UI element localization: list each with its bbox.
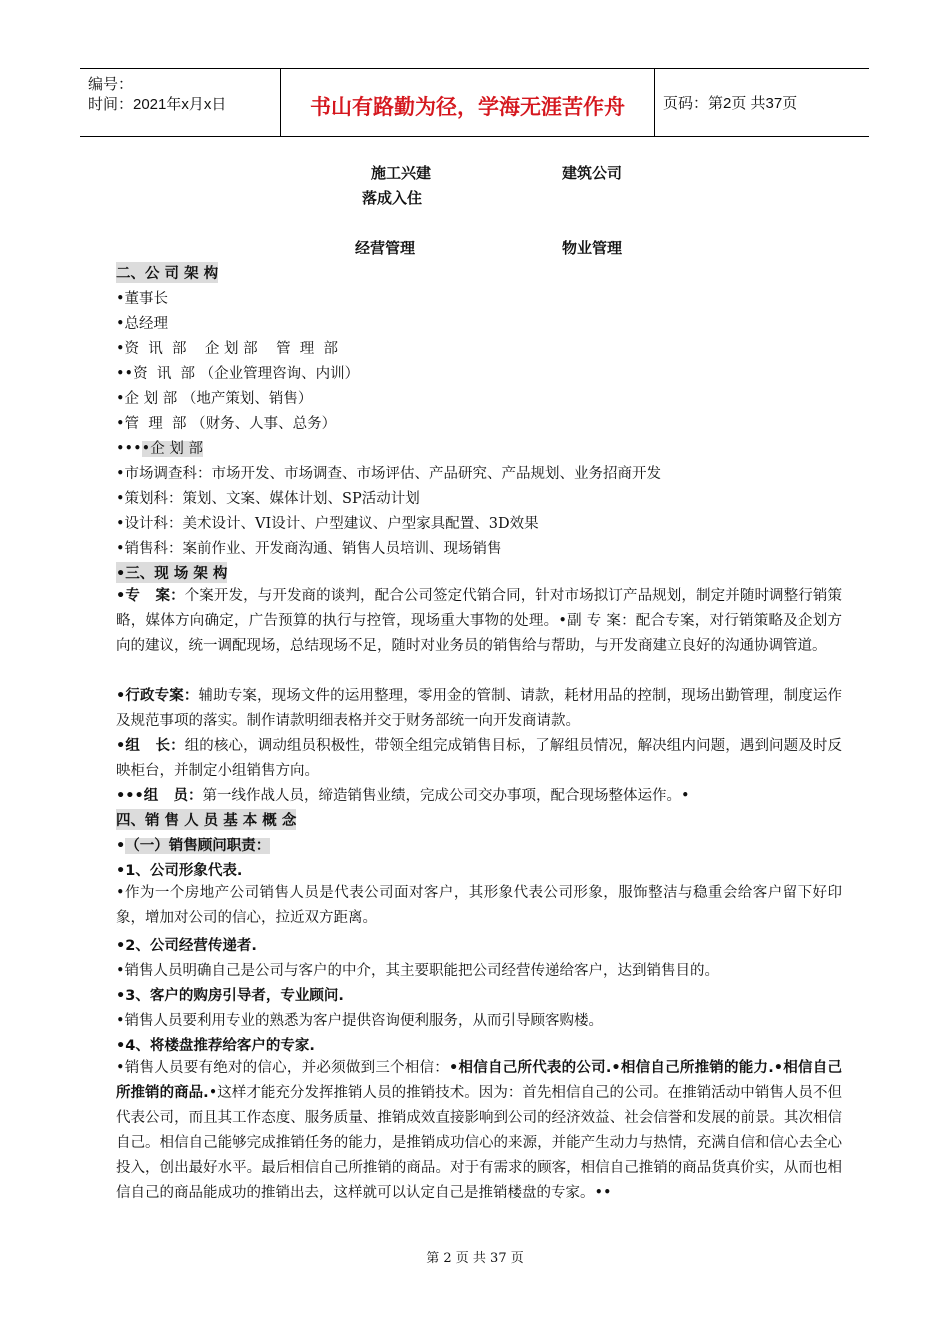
section-3-title: •三、现 场 架 构 [116, 562, 227, 583]
role-text: 个案开发，与开发商的谈判，配合公司签定代销合同，针对市场拟订产品规划，制定并随时调整行销策略，媒体方向确定，广告预算的执行与控管，现场重大事物的处理。•副 专 案：配合专案，对行销策略及企划方向的建议，统一调配现场，总结现场不足，随时对业务员的销售给与帮助，与开发商建立良好的沟通协调管道。 [116, 588, 842, 654]
item-paragraph: •销售人员明确自己是公司与客户的中介，其主要职能把公司经营传递给客户，达到销售目的。 [116, 963, 720, 979]
list-item: •管 理 部 （财务、人事、总务） [116, 416, 337, 432]
item-paragraph: •销售人员要利用专业的熟悉为客户提供咨询便利服务，从而引导顾客购楼。 [116, 1013, 604, 1029]
bullet-prefix: • [116, 838, 126, 854]
item-text: •销售人员要有绝对的信心，并必须做到三个相信： [116, 1060, 449, 1076]
item-title: •3、客户的购房引导者，专业顾问. [116, 988, 344, 1004]
paragraph-zuzhang [116, 734, 842, 784]
section-4-title: 四、销 售 人 员 基 本 概 念 [116, 809, 296, 830]
page-footer: 第 2 页 共 37 页 [426, 1251, 524, 1266]
list-item: •总经理 [116, 316, 169, 332]
list-item: ••资 讯 部 （企业管理咨询、内训） [116, 366, 360, 382]
list-item: •董事长 [116, 291, 169, 307]
subsection-title [116, 834, 270, 855]
time-label: 时间：2021年x月x日 [88, 96, 227, 113]
item-text: •这样才能充分发挥推销人员的推销技术。因为：首先相信自己的公司。在推销活动中销售人员不但代表公司，而且其工作态度、服务质量、推销成效直接影响到公司的经济效益、社会信誉和发展的前景。其次相信自己。相信自己能够完成推销任务的能力，是推销成功信心的来源，并能产生动力与热情，充满自信和信心去全心投入，创出最好水平。最后相信自己所推销的商品。对于有需求的顾客，相信自己推销的商品货真价实，从而也相信自己的商品能成功的推销出去，这样就可以认定自己是推销楼盘的专家。•• [116, 1085, 842, 1201]
number-label: 编号： [88, 76, 134, 93]
list-item [116, 437, 203, 458]
paragraph-zuyuan [116, 784, 842, 809]
role-label: •行政专案： [116, 688, 199, 704]
list-item: •销售科：案前作业、开发商沟通、销售人员培训、现场销售 [116, 541, 502, 557]
highlighted-text: （一）销售顾问职责： [125, 838, 271, 854]
page-header [80, 68, 869, 137]
bullet-prefix: ••• [116, 441, 142, 457]
diagram-construction: 施工兴建 [371, 164, 432, 182]
diagram-operation: 经营管理 [355, 239, 416, 257]
role-label: •••组 员： [116, 788, 203, 804]
list-item: •策划科：策划、文案、媒体计划、SP活动计划 [116, 491, 420, 507]
role-text: 辅助专案，现场文件的运用整理，零用金的管制、请款，耗材用品的控制，现场出勤管理，制度运作及规范事项的落实。制作请款明细表格并交于财务部统一向开发商请款。 [116, 688, 842, 729]
paragraph-xingzheng [116, 684, 842, 734]
role-text: 第一线作战人员，缔造销售业绩，完成公司交办事项，配合现场整体运作。• [202, 788, 690, 804]
item-title: •4、将楼盘推荐给客户的专家. [116, 1038, 315, 1054]
list-item: •市场调查科：市场开发、市场调查、市场评估、产品研究、产品规划、业务招商开发 [116, 466, 662, 482]
section-2-title: 二、公 司 架 构 [116, 262, 218, 283]
header-page-label: 页码：第2页 共37页 [663, 95, 798, 112]
header-motto: 书山有路勤为径，学海无涯苦作舟 [281, 69, 655, 136]
item-paragraph [116, 1056, 842, 1206]
item-title: •1、公司形象代表. [116, 863, 243, 879]
list-item: •企 划 部 （地产策划、销售） [116, 391, 313, 407]
item-bold-text: •相信自己所代表的公司.•相信自己所推销的能力.•相信自己所推销的商品. [116, 1060, 842, 1101]
highlighted-text: •企 划 部 [141, 441, 203, 457]
diagram-property: 物业管理 [562, 239, 623, 257]
paragraph-zhuanan [116, 584, 842, 659]
item-paragraph: •作为一个房地产公司销售人员是代表公司面对客户，其形象代表公司形象，服饰整洁与稳重会给客户留下好印象，增加对公司的信心，拉近双方距离。 [116, 885, 842, 926]
role-label: •组 长： [116, 738, 185, 754]
diagram-completion: 落成入住 [362, 189, 423, 207]
diagram-company: 建筑公司 [562, 164, 623, 182]
role-label: •专 案： [116, 588, 185, 604]
list-item: •设计科：美术设计、VI设计、户型建议、户型家具配置、3D效果 [116, 516, 539, 532]
list-item: •资 讯 部 企 划 部 管 理 部 [116, 341, 339, 357]
header-info [80, 69, 281, 136]
item-title: •2、公司经营传递者. [116, 938, 257, 954]
role-text: 组的核心，调动组员积极性，带领全组完成销售目标，了解组员情况，解决组内问题，遇到问题及时反映柜台，并制定小组销售方向。 [116, 738, 842, 779]
